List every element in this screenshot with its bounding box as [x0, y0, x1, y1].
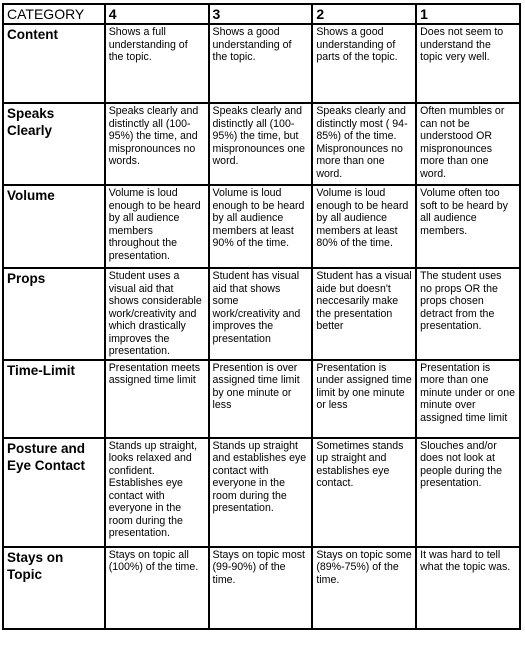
rubric-cell: Stands up straight, looks relaxed and confident. Establishes eye contact with everyone in the room during the presentation. [105, 438, 209, 547]
rubric-cell: It was hard to tell what the topic was. [416, 547, 520, 629]
rubric-cell: Stays on topic some (89%-75%) of the time. [312, 547, 416, 629]
row-category: Volume [3, 185, 105, 268]
table-row [3, 185, 520, 268]
table-row [3, 438, 520, 547]
rubric-cell: Student has visual aid that shows some work/creativity and improves the presentation [209, 268, 313, 360]
rubric-cell: Presention is over assigned time limit by one minute or less [209, 360, 313, 438]
rubric-cell: Student has a visual aide but doesn't neccesarily make the presentation better [312, 268, 416, 360]
table-row [3, 24, 520, 103]
table-row [3, 103, 520, 185]
table-row [3, 268, 520, 360]
rubric-cell: Presentation is more than one minute under or one minute over assigned time limit [416, 360, 520, 438]
row-category: Posture and Eye Contact [3, 438, 105, 547]
rubric-cell: Stays on topic all (100%) of the time. [105, 547, 209, 629]
header-score-3: 3 [209, 4, 313, 24]
rubric-cell: Presentation meets assigned time limit [105, 360, 209, 438]
table-row [3, 547, 520, 629]
rubric-cell: Stands up straight and establishes eye contact with everyone in the room during the presentation. [209, 438, 313, 547]
header-row [3, 4, 520, 24]
header-score-1: 1 [416, 4, 520, 24]
rubric-cell: Presentation is under assigned time limit by one minute or less [312, 360, 416, 438]
header-score-2: 2 [312, 4, 416, 24]
header-score-4: 4 [105, 4, 209, 24]
rubric-cell: Stays on topic most (99-90%) of the time. [209, 547, 313, 629]
rubric-cell: The student uses no props OR the props chosen detract from the presentation. [416, 268, 520, 360]
table-row [3, 360, 520, 438]
rubric-cell: Shows a good understanding of parts of the topic. [312, 24, 416, 103]
rubric-cell: Speaks clearly and distinctly all (100-95%) the time, but mispronounces one word. [209, 103, 313, 185]
rubric-cell: Volume is loud enough to be heard by all audience members throughout the presentation. [105, 185, 209, 268]
row-category: Content [3, 24, 105, 103]
rubric-cell: Volume is loud enough to be heard by all audience members at least 80% of the time. [312, 185, 416, 268]
rubric-cell: Slouches and/or does not look at people during the presentation. [416, 438, 520, 547]
rubric-cell: Sometimes stands up straight and establishes eye contact. [312, 438, 416, 547]
row-category: Speaks Clearly [3, 103, 105, 185]
row-category: Props [3, 268, 105, 360]
rubric-cell: Volume is loud enough to be heard by all audience members at least 90% of the time. [209, 185, 313, 268]
rubric-cell: Student uses a visual aid that shows considerable work/creativity and which drastically improves the presentation. [105, 268, 209, 360]
rubric-cell: Speaks clearly and distinctly most ( 94-85%) of the time. Mispronounces no more than one word. [312, 103, 416, 185]
rubric-cell: Speaks clearly and distinctly all (100-95%) the time, and mispronounces no words. [105, 103, 209, 185]
rubric-cell: Volume often too soft to be heard by all audience members. [416, 185, 520, 268]
row-category: Time-Limit [3, 360, 105, 438]
rubric-cell: Shows a full understanding of the topic. [105, 24, 209, 103]
row-category: Stays on Topic [3, 547, 105, 629]
header-category: CATEGORY [3, 4, 105, 24]
rubric-table [2, 3, 521, 630]
rubric-cell: Often mumbles or can not be understood OR mispronounces more than one word. [416, 103, 520, 185]
rubric-cell: Does not seem to understand the topic very well. [416, 24, 520, 103]
rubric-cell: Shows a good understanding of the topic. [209, 24, 313, 103]
